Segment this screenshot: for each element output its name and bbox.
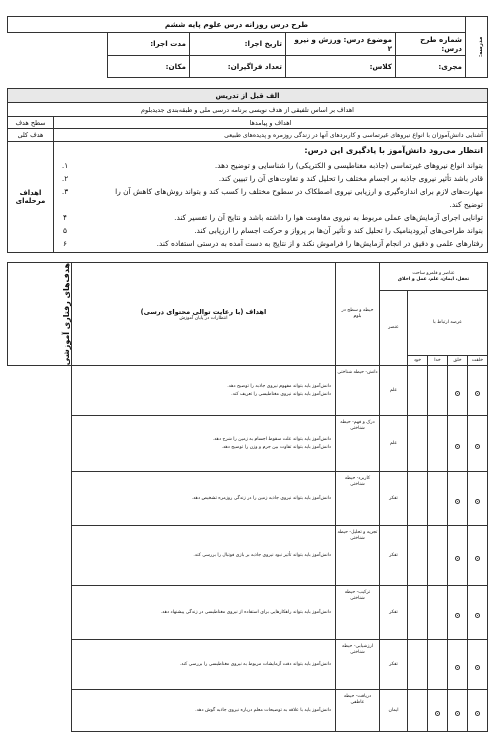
goal-text-cell [71, 526, 335, 586]
mark-dot [455, 711, 460, 716]
area-header: خود [408, 356, 428, 366]
stage-goals-label: اهداف مرحله‌ای [8, 142, 54, 253]
mark-dot [455, 613, 460, 618]
element-header: عنصر [379, 291, 407, 366]
objective-text: بتواند طراحی‌های آیرودینامیک را تحلیل کند و تأثیر آن‌ها بر پرواز و حرکت اجسام را ارزیابی کند. [194, 226, 483, 235]
area-mark-cell [428, 586, 448, 640]
goal-line: دانش‌آموز باید بتواند نیروی مغناطیسی را تعریف کند. [231, 391, 331, 397]
area-mark-cell [448, 640, 468, 690]
area-mark-cell [408, 526, 428, 586]
behavior-row [7, 366, 487, 416]
area-mark-cell [428, 472, 448, 526]
mark-dot [455, 556, 460, 561]
objective-number: ۵ [63, 226, 67, 235]
mark-dot [475, 665, 480, 670]
area-mark-cell [428, 366, 448, 416]
lesson-plan-page [8, 0, 488, 713]
objective-number: ۱. [61, 161, 69, 170]
domain-cell: ترکیب- حیطه شناختی [335, 586, 379, 640]
mark-dot [475, 711, 480, 716]
mark-dot [455, 665, 460, 670]
area-mark-cell [448, 416, 468, 472]
goal-line: دانش‌آموز باید بتواند نیروی جاذبه زمین را در زندگی روزمره تشخیص دهد. [191, 495, 331, 501]
goal-line: دانش‌آموز باید با علاقه به توضیحات معلم درباره نیروی جاذبه گوش دهد. [195, 707, 331, 713]
area-mark-cell [468, 366, 488, 416]
goals-table [7, 88, 488, 253]
goals-header-title: اهداف (با رعایت توالی محتوای درسی) [140, 307, 267, 316]
objective-item [58, 211, 483, 224]
domain-cell: کاربرد- حیطه شناختی [335, 472, 379, 526]
objective-item [58, 198, 483, 211]
objective-item [58, 237, 483, 250]
learners-label: تعداد فراگیران: [190, 55, 286, 77]
element-cell: علم [379, 366, 407, 416]
mark-dot [475, 613, 480, 618]
goal-line: دانش‌آموز باید بتواند راهکارهایی برای استفاده از نیروی مغناطیسی در زندگی پیشنهاد دهد. [160, 609, 331, 615]
realm-title: عناصر و قلمرو ساحت [412, 270, 455, 276]
objective-text: بتواند انواع نیروهای غیرتماسی (جاذبه مغناطیسی و الکتریکی) را شناسایی و توضیح دهد. [214, 161, 483, 170]
area-mark-cell [468, 416, 488, 472]
section-a-title: الف قبل از تدریس [8, 89, 488, 103]
school-label-cell [466, 17, 488, 78]
objective-number: ۳. [61, 187, 69, 196]
goal-text-cell [71, 416, 335, 472]
intro-banner: اهداف بر اساس تلفیقی از هدف نویسی برنامه درسی ملی و طبقه‌بندی جدیدبلوم [8, 103, 488, 117]
goal-text-cell [71, 366, 335, 416]
behavior-row [7, 416, 487, 472]
expectation-text: انتظار می‌رود دانش‌آموز با یادگیری این درس: [304, 146, 483, 155]
mark-dot [475, 499, 480, 504]
behavior-side-label: هدف‌های رفتاری آموزشی [61, 263, 71, 366]
goal-text-cell [71, 472, 335, 526]
domain-cell: تجزیه و تحلیل- حیطه شناختی [335, 526, 379, 586]
area-mark-cell [428, 640, 448, 690]
objective-text: توضیح کند. [449, 200, 483, 209]
goal-line: دانش‌آموز باید بتواند دقت آزمایشات مربوط به نیروی مغناطیسی را بررسی کند. [179, 661, 331, 667]
objective-text: مهارت‌های لازم برای اندازه‌گیری و ارزیابی نیروی اصطکاک در سطوح مختلف را کسب کند و بتواند روش‌های کاهش آن را [115, 187, 483, 196]
lesson-topic-label: موضوع درس: ورزش و نیرو ۲ [286, 33, 396, 55]
goal-line: دانش‌آموز باید بتواند تفاوت بین جرم و وزن را توضیح دهد. [221, 444, 331, 450]
mark-dot [475, 444, 480, 449]
goal-line: دانش‌آموز باید بتواند علت سقوط اجسام به زمین را شرح دهد. [212, 436, 331, 442]
area-mark-cell [428, 416, 448, 472]
area-mark-cell [468, 526, 488, 586]
goals-header-sub: انتظارات در پایان آموزش [179, 315, 228, 321]
area-header: خدا [428, 356, 448, 366]
domain-cell: دریافت- حیطه عاطفی [335, 690, 379, 732]
mark-dot [475, 391, 480, 396]
area-mark-cell [408, 366, 428, 416]
area-mark-cell [408, 690, 428, 732]
behavior-row [7, 586, 487, 640]
element-cell: ایمان [379, 690, 407, 732]
objective-text: رفتارهای علمی و دقیق در انجام آزمایش‌ها را فراموش نکند و از نتایج به دست آمده به درستی استفاده کند. [156, 239, 483, 248]
mark-dot [455, 444, 460, 449]
domain-header: حیطه و سطح در بلوم [335, 263, 379, 366]
mark-dot [455, 499, 460, 504]
area-mark-cell [448, 586, 468, 640]
behavior-row [7, 526, 487, 586]
plan-number-label: شماره طرح درس: [396, 33, 466, 55]
duration-label: مدت اجرا: [108, 33, 190, 55]
area-mark-cell [448, 526, 468, 586]
objective-item [58, 185, 483, 198]
element-cell: تفکر [379, 472, 407, 526]
realm-header [379, 263, 487, 291]
area-mark-cell [448, 366, 468, 416]
behavior-body [7, 366, 487, 732]
mark-dot [435, 711, 440, 716]
objective-item [58, 224, 483, 237]
behavior-side-label-cell [7, 263, 71, 366]
area-mark-cell [448, 472, 468, 526]
area-mark-cell [468, 690, 488, 732]
plan-title: طرح درس روزانه درس علوم پایه ششم [7, 17, 465, 33]
area-mark-cell [428, 526, 448, 586]
goals-level-label: سطح هدف [8, 117, 54, 129]
area-mark-cell [428, 690, 448, 732]
goal-line: دانش‌آموز باید بتواند مفهوم نیروی جاذبه را توضیح دهد. [227, 383, 331, 389]
mark-dot [455, 391, 460, 396]
domain-cell: ارزشیابی- حیطه شناختی [335, 640, 379, 690]
goals-level-value: اهداف و پیامدها [54, 117, 488, 129]
goal-text-cell [71, 690, 335, 732]
area-header: خلقت [468, 356, 488, 366]
goal-line: دانش‌آموز باید بتواند تأثیر نبود نیروی جاذبه بر بازی فوتبال را بررسی کند. [193, 552, 331, 558]
objective-number [58, 198, 72, 211]
element-cell: تفکر [379, 640, 407, 690]
goal-text-cell [71, 640, 335, 690]
teacher-label: مجری: [396, 55, 466, 77]
mark-dot [475, 556, 480, 561]
element-cell: تفکر [379, 586, 407, 640]
objective-item [58, 172, 483, 185]
general-goal-text: آشنایی دانش‌آموزان با انواع نیروهای غیرتماسی و کاربردهای آنها در زندگی روزمره و پدیده‌های طبیعی [54, 129, 488, 142]
domain-cell: درک و فهم- حیطه شناختی [335, 416, 379, 472]
element-cell: تفکر [379, 526, 407, 586]
objective-text: قادر باشد تأثیر نیروی جاذبه بر اجسام مختلف را تحلیل کند و تفاوت‌های آن را تبیین کند. [218, 174, 483, 183]
realm-subtitle: تعقل، ایمان، علم، عمل و اخلاق [397, 276, 470, 282]
behavior-row [7, 690, 487, 732]
objective-text: توانایی اجرای آزمایش‌های عملی مربوط به نیروی مقاومت هوا را داشته باشد و نتایج آن را تفسیر کند. [174, 213, 483, 222]
element-cell: علم [379, 416, 407, 472]
objectives-container [58, 159, 483, 250]
objectives-list [54, 142, 488, 253]
behavior-table [7, 262, 488, 732]
area-mark-cell [468, 472, 488, 526]
place-label: مکان: [108, 55, 190, 77]
goals-header [71, 263, 335, 366]
objective-item [58, 159, 483, 172]
area-mark-cell [408, 640, 428, 690]
class-label: کلاس: [286, 55, 396, 77]
objective-number: ۴ [63, 213, 67, 222]
areas-title: عرصه ارتباط با [408, 291, 488, 356]
behavior-row [7, 472, 487, 526]
school-label: مدرسه: [478, 36, 484, 58]
area-mark-cell [408, 472, 428, 526]
area-header: خلق [448, 356, 468, 366]
goal-text-cell [71, 586, 335, 640]
area-mark-cell [468, 640, 488, 690]
behavior-row [7, 640, 487, 690]
general-goal-label: هدف کلی [8, 129, 54, 142]
objective-number: ۲. [61, 174, 69, 183]
area-mark-cell [408, 586, 428, 640]
header-table [7, 16, 488, 78]
domain-cell: دانش- حیطه شناختی [335, 366, 379, 416]
run-date-label: تاریخ اجرا: [190, 33, 286, 55]
area-mark-cell [408, 416, 428, 472]
objective-number: ۶ [63, 239, 67, 248]
area-mark-cell [448, 690, 468, 732]
area-mark-cell [468, 586, 488, 640]
